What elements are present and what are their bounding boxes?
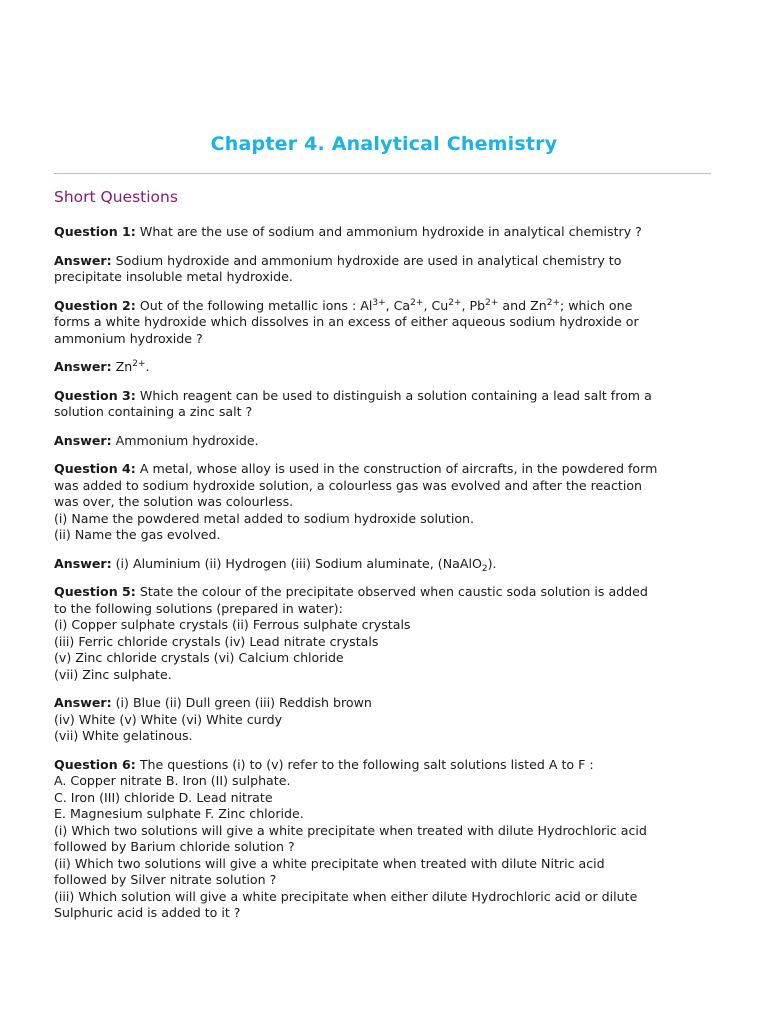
answer-label: Answer: (54, 359, 112, 374)
answer-text: precipitate insoluble metal hydroxide. (54, 269, 293, 284)
question-text: (i) Which two solutions will give a white precipitate when treated with dilute Hydrochloric acid (54, 822, 647, 838)
answer-5 (54, 695, 716, 745)
question-text: ammonium hydroxide ? (54, 330, 203, 346)
ion-charge: 2+ (448, 297, 462, 308)
answer-text: (i) Aluminium (ii) Hydrogen (iii) Sodium aluminate, (NaAlO (111, 555, 482, 571)
question-text: followed by Silver nitrate solution ? (54, 872, 277, 887)
question-label: Question 4: (54, 461, 136, 476)
ion-charge: 3+ (372, 297, 386, 308)
question-6 (54, 757, 716, 922)
question-text: forms a white hydroxide which dissolves in an excess of either aqueous sodium hydroxide or (54, 314, 639, 329)
section-title: Short Questions (54, 188, 178, 206)
answer-3 (54, 433, 716, 450)
question-1 (54, 224, 716, 241)
question-label: Question 2: (54, 297, 136, 313)
answer-text: Sodium hydroxide and ammonium hydroxide are used in analytical chemistry to (111, 252, 622, 268)
answer-text: Ammonium hydroxide. (111, 432, 259, 448)
chapter-title: Chapter 4. Analytical Chemistry (210, 133, 558, 155)
answer-label: Answer: (54, 695, 112, 710)
question-label: Question 3: (54, 387, 136, 403)
title-divider (54, 173, 711, 174)
answer-text: (i) Blue (ii) Dull green (iii) Reddish brown (111, 695, 372, 710)
question-label: Question 1: (54, 224, 136, 239)
answer-text: Zn (111, 359, 133, 374)
ion-charge: 2+ (132, 359, 146, 369)
answer-text: ). (487, 555, 497, 571)
question-text: and Zn (498, 297, 547, 313)
question-label: Question 6: (54, 756, 136, 772)
question-text: (vii) Zinc sulphate. (54, 666, 172, 682)
question-text: State the colour of the precipitate observed when caustic soda solution is added (135, 584, 648, 599)
question-label: Question 5: (54, 584, 136, 599)
question-text: E. Magnesium sulphate F. Zinc chloride. (54, 806, 304, 821)
question-text: What are the use of sodium and ammonium hydroxide in analytical chemistry ? (135, 224, 642, 239)
question-text: A. Copper nitrate B. Iron (II) sulphate. (54, 773, 291, 788)
formula-subscript: 2 (481, 563, 488, 574)
answer-label: Answer: (54, 555, 112, 571)
question-text: was added to sodium hydroxide solution, a colourless gas was evolved and after the reaction (54, 477, 643, 493)
question-text: (i) Copper sulphate crystals (ii) Ferrous sulphate crystals (54, 617, 411, 632)
ion-charge: 2+ (410, 297, 424, 308)
answer-4 (54, 556, 716, 573)
question-text: (ii) Name the gas evolved. (54, 527, 221, 542)
answer-label: Answer: (54, 432, 112, 448)
ion-charge: 2+ (546, 297, 560, 308)
question-text: , Pb (461, 297, 486, 313)
answer-2 (54, 359, 716, 376)
ion-charge: 2+ (485, 297, 499, 308)
question-text: , Cu (423, 297, 449, 313)
question-text: solution containing a zinc salt ? (54, 404, 253, 419)
answer-text: (iv) White (v) White (vi) White curdy (54, 711, 283, 727)
questions-content (54, 224, 716, 934)
question-text: followed by Barium chloride solution ? (54, 839, 295, 854)
question-text: (i) Name the powdered metal added to sodium hydroxide solution. (54, 510, 475, 526)
question-text: was over, the solution was colourless. (54, 494, 294, 509)
answer-text: (vii) White gelatinous. (54, 728, 193, 743)
question-text: Out of the following metallic ions : Al (135, 297, 373, 313)
question-text: Sulphuric acid is added to it ? (54, 905, 241, 920)
question-text: (iii) Ferric chloride crystals (iv) Lead nitrate crystals (54, 633, 379, 649)
question-2 (54, 298, 716, 348)
answer-1 (54, 253, 716, 286)
question-text: (v) Zinc chloride crystals (vi) Calcium chloride (54, 650, 344, 665)
question-4 (54, 461, 716, 544)
question-text: (iii) Which solution will give a white precipitate when either dilute Hydrochloric acid or dilute (54, 888, 638, 904)
question-text: C. Iron (III) chloride D. Lead nitrate (54, 789, 273, 805)
question-text: (ii) Which two solutions will give a white precipitate when treated with dilute Nitric acid (54, 855, 605, 871)
question-3 (54, 388, 716, 421)
question-5 (54, 584, 716, 683)
answer-label: Answer: (54, 252, 112, 268)
question-text: Which reagent can be used to distinguish a solution containing a lead salt from a (135, 387, 652, 403)
question-text: ; which one (560, 297, 633, 313)
answer-text: . (145, 359, 150, 374)
question-text: , Ca (385, 297, 411, 313)
question-text: to the following solutions (prepared in water): (54, 600, 343, 616)
question-text: The questions (i) to (v) refer to the following salt solutions listed A to F : (135, 756, 594, 772)
question-text: A metal, whose alloy is used in the construction of aircrafts, in the powdered form (135, 461, 658, 476)
